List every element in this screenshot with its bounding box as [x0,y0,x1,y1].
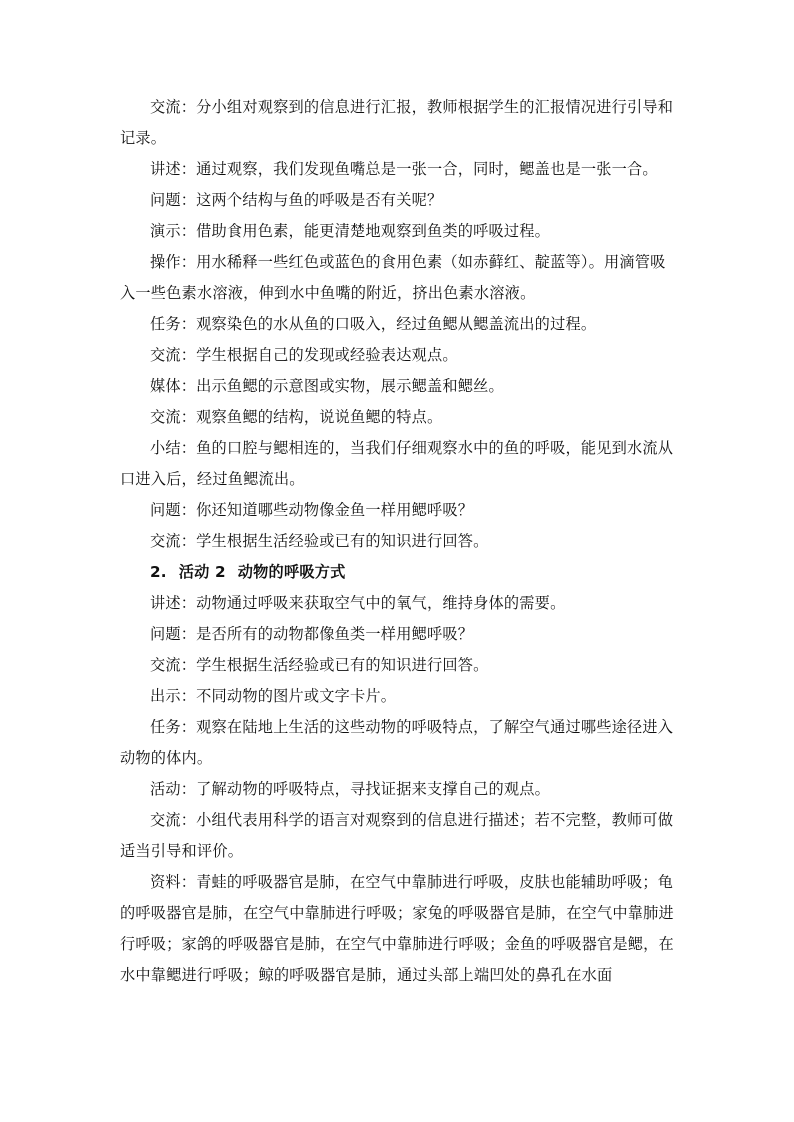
paragraph-activity-evidence: 活动：了解动物的呼吸特点，寻找证据来支撑自己的观点。 [150,780,551,798]
paragraph-exchange-report: 交流：分小组对观察到的信息进行汇报，教师根据学生的汇报情况进行引导和记录。 [120,98,674,147]
paragraph-exchange-gill-features: 交流：观察鱼鳃的结构，说说鱼鳃的特点。 [150,408,443,426]
paragraph-summary: 小结：鱼的口腔与鳃相连的，当我们仔细观察水中的鱼的呼吸，能见到水流从口进入后，经过鱼鳃流出。 [120,439,674,488]
paragraph-show-cards: 出示：不同动物的图片或文字卡片。 [150,687,397,705]
paragraph-exchange-opinions: 交流：学生根据自己的发现或经验表达观点。 [150,346,458,364]
paragraph-question-all-gills: 问题：是否所有的动物都像鱼类一样用鳃呼吸？ [150,625,474,643]
paragraph-task-dyed-water: 任务：观察染色的水从鱼的口吸入，经过鱼鳃从鳃盖流出的过程。 [150,315,597,333]
paragraph-exchange-answer: 交流：学生根据生活经验或已有的知识进行回答。 [150,532,489,550]
paragraph-narration-observe: 讲述：通过观察，我们发现鱼嘴总是一张一合，同时，鳃盖也是一张一合。 [150,160,658,178]
paragraph-question-other-animals: 问题：你还知道哪些动物像金鱼一样用鳃呼吸？ [150,501,474,519]
paragraph-material-breathing: 资料：青蛙的呼吸器官是肺，在空气中靠肺进行呼吸，皮肤也能辅助呼吸；龟的呼吸器官是肺，在空气中靠肺进行呼吸；家兔的呼吸器官是肺，在空气中靠肺进行呼吸；家鸽的呼吸器官是肺，在空气中靠肺进行呼吸；金鱼的呼吸器官是鳃，在水中靠鳃进行呼吸；鲸的呼吸器官是肺，通过头部上端凹处的鼻孔在水面 [120,873,674,984]
paragraph-question-structures: 问题：这两个结构与鱼的呼吸是否有关呢？ [150,191,443,209]
paragraph-exchange-answer-2: 交流：学生根据生活经验或已有的知识进行回答。 [150,656,489,674]
heading-title: 动物的呼吸方式 [237,563,346,581]
paragraph-demonstration: 演示：借助食用色素，能更清楚地观察到鱼类的呼吸过程。 [150,222,551,240]
paragraph-exchange-group: 交流：小组代表用科学的语言对观察到的信息进行描述；若不完整，教师可做适当引导和评价。 [120,811,674,860]
paragraph-narration-oxygen: 讲述：动物通过呼吸来获取空气中的氧气，维持身体的需要。 [150,594,566,612]
paragraph-media-gills: 媒体：出示鱼鳃的示意图或实物，展示鳃盖和鳃丝。 [150,377,504,395]
paragraph-task-land-animals: 任务：观察在陆地上生活的这些动物的呼吸特点，了解空气通过哪些途径进入动物的体内。 [120,718,674,767]
heading-label: 活动 2 [178,563,226,581]
document-body [120,92,680,991]
heading-number: 2. [150,563,167,581]
section-heading-activity-2 [120,557,680,588]
paragraph-operation: 操作：用水稀释一些红色或蓝色的食用色素（如赤藓红、靛蓝等）。用滴管吸入一些色素水溶液，伸到水中鱼嘴的附近，挤出色素水溶液。 [120,253,666,302]
